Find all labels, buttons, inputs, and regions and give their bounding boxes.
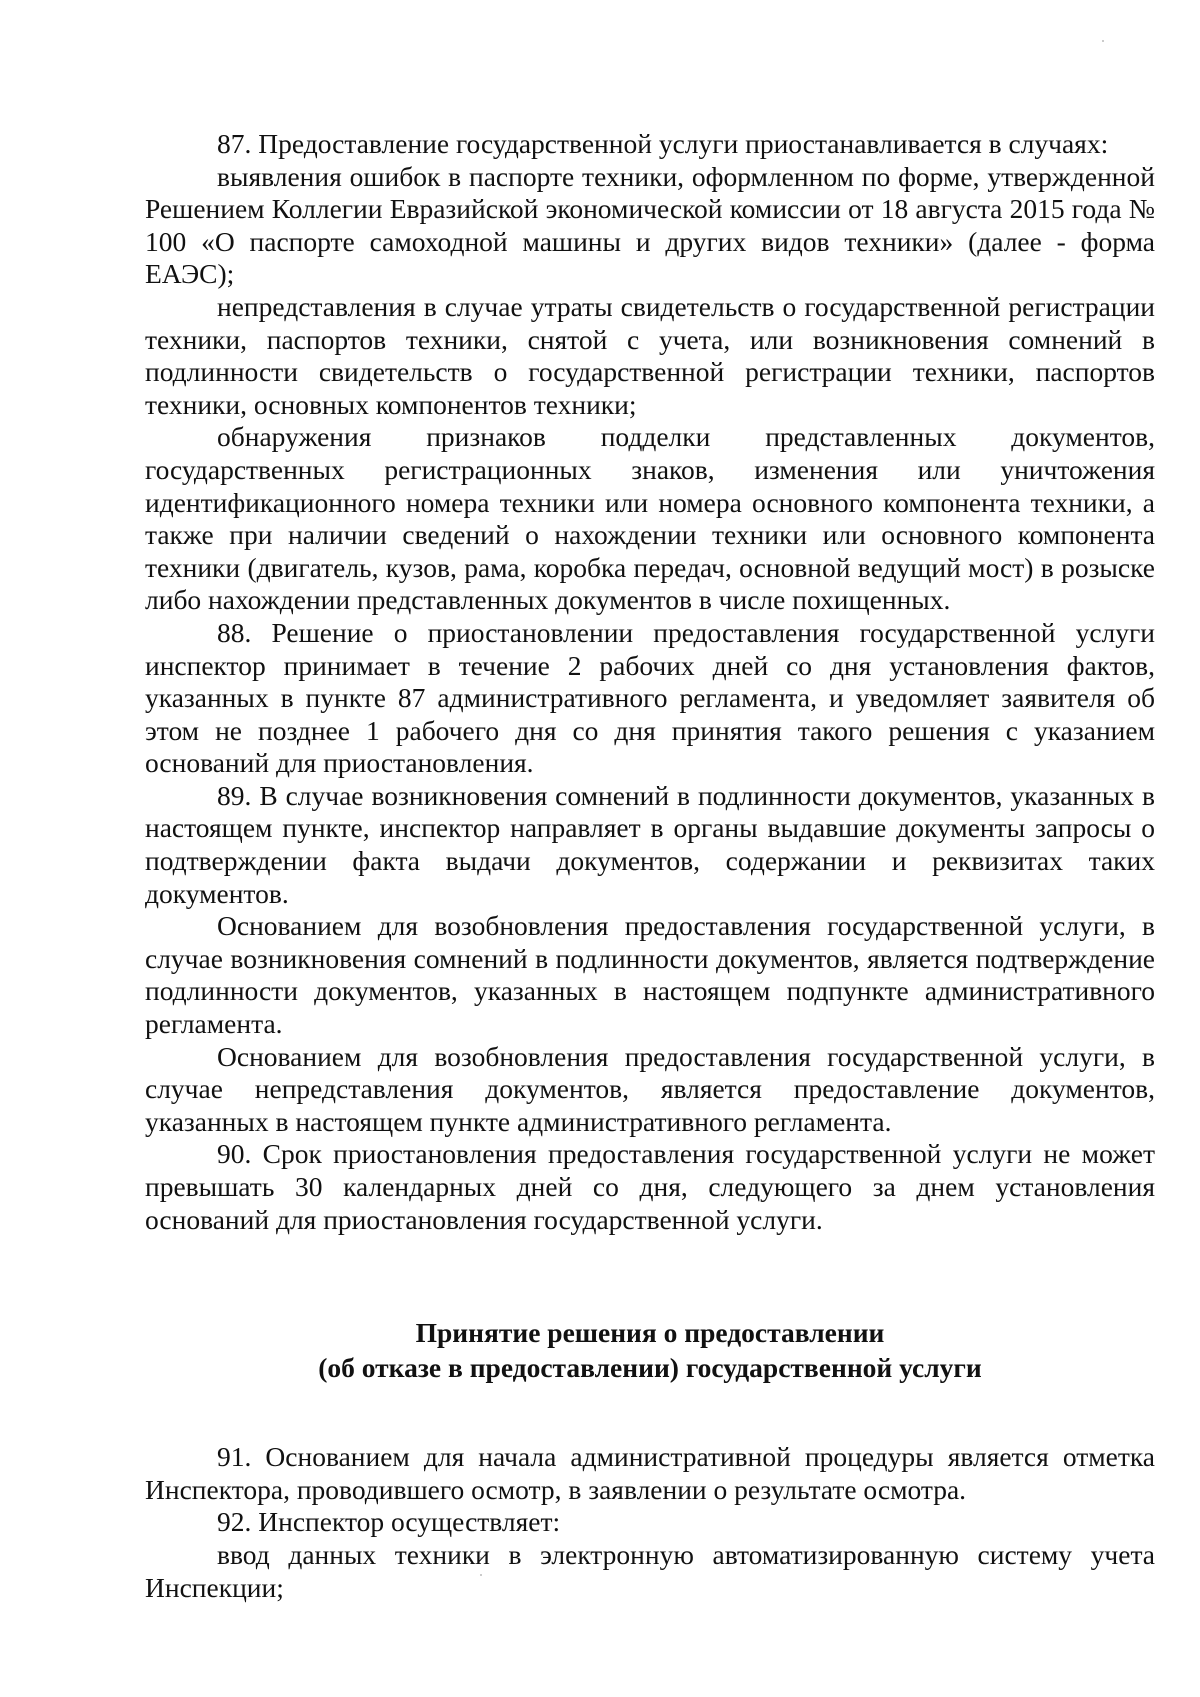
document-body bbox=[145, 128, 1155, 1604]
section-heading-line-1: Принятие решения о предоставлении bbox=[415, 1317, 885, 1349]
paragraph-90: 90. Срок приостановления предоставления государственной услуги не может превышать 30 календарных дней со дня, следующего за днем установления оснований для приостановления государственной услуги. bbox=[145, 1138, 1155, 1235]
paragraph-92-item-data-entry: ввод данных техники в электронную автоматизированную систему учета Инспекции; bbox=[145, 1538, 1155, 1603]
scan-speck bbox=[1102, 40, 1104, 42]
paragraph-87: 87. Предоставление государственной услуги приостанавливается в случаях: bbox=[217, 128, 1109, 159]
paragraph-89-resume-doubts: Основанием для возобновления предоставления государственной услуги, в случае возникновения сомнений в подлинности документов, является подтверждение подлинности документов, указанных в настоящем подпункте административного регламента. bbox=[145, 910, 1155, 1040]
paragraph-89: 89. В случае возникновения сомнений в подлинности документов, указанных в настоящем пункте, инспектор направляет в органы выдавшие документы запросы о подтверждении факта выдачи документов, содержании и реквизитах таких документов. bbox=[145, 779, 1155, 909]
paragraph-87-item-missing-docs: непредставления в случае утраты свидетельств о государственной регистрации техники, паспортов техники, снятой с учета, или возникновения сомнений в подлинности свидетельств о государственной регистрации техники, паспортов техники, основных компонентов техники; bbox=[145, 290, 1155, 420]
section-heading bbox=[145, 1315, 1155, 1385]
paragraph-88: 88. Решение о приостановлении предоставления государственной услуги инспектор принимает в течение 2 рабочих дней со дня установления фактов, указанных в пункте 87 административного регламента, и уведомляет заявителя об этом не позднее 1 рабочего дня со дня принятия такого решения с указанием оснований для приостановления. bbox=[145, 616, 1155, 779]
paragraph-91: 91. Основанием для начала административной процедуры является отметка Инспектора, проводившего осмотр, в заявлении о результате осмотра. bbox=[145, 1441, 1155, 1505]
paragraph-87-item-errors: выявления ошибок в паспорте техники, оформленном по форме, утвержденной Решением Коллегии Евразийской экономической комиссии от 18 августа 2015 года № 100 «О паспорте самоходной машины и других видов техники» (далее - форма ЕАЭС); bbox=[145, 160, 1155, 290]
section-heading-line-2: (об отказе в предоставлении) государственной услуги bbox=[318, 1352, 982, 1384]
paragraph-92: 92. Инспектор осуществляет: bbox=[217, 1506, 561, 1538]
paragraph-87-item-forgery: обнаружения признаков подделки представленных документов, государственных регистрационных знаков, изменения или уничтожения идентификационного номера техники или номера основного компонента техники, а также при наличии сведений о нахождении техники или основного компонента техники (двигатель, кузов, рама, коробка передач, основной ведущий мост) в розыске либо нахождении представленных документов в числе похищенных. bbox=[145, 421, 1155, 616]
paragraph-89-resume-missing: Основанием для возобновления предоставления государственной услуги, в случае непредставления документов, является предоставление документов, указанных в настоящем пункте административного регламента. bbox=[145, 1040, 1155, 1137]
